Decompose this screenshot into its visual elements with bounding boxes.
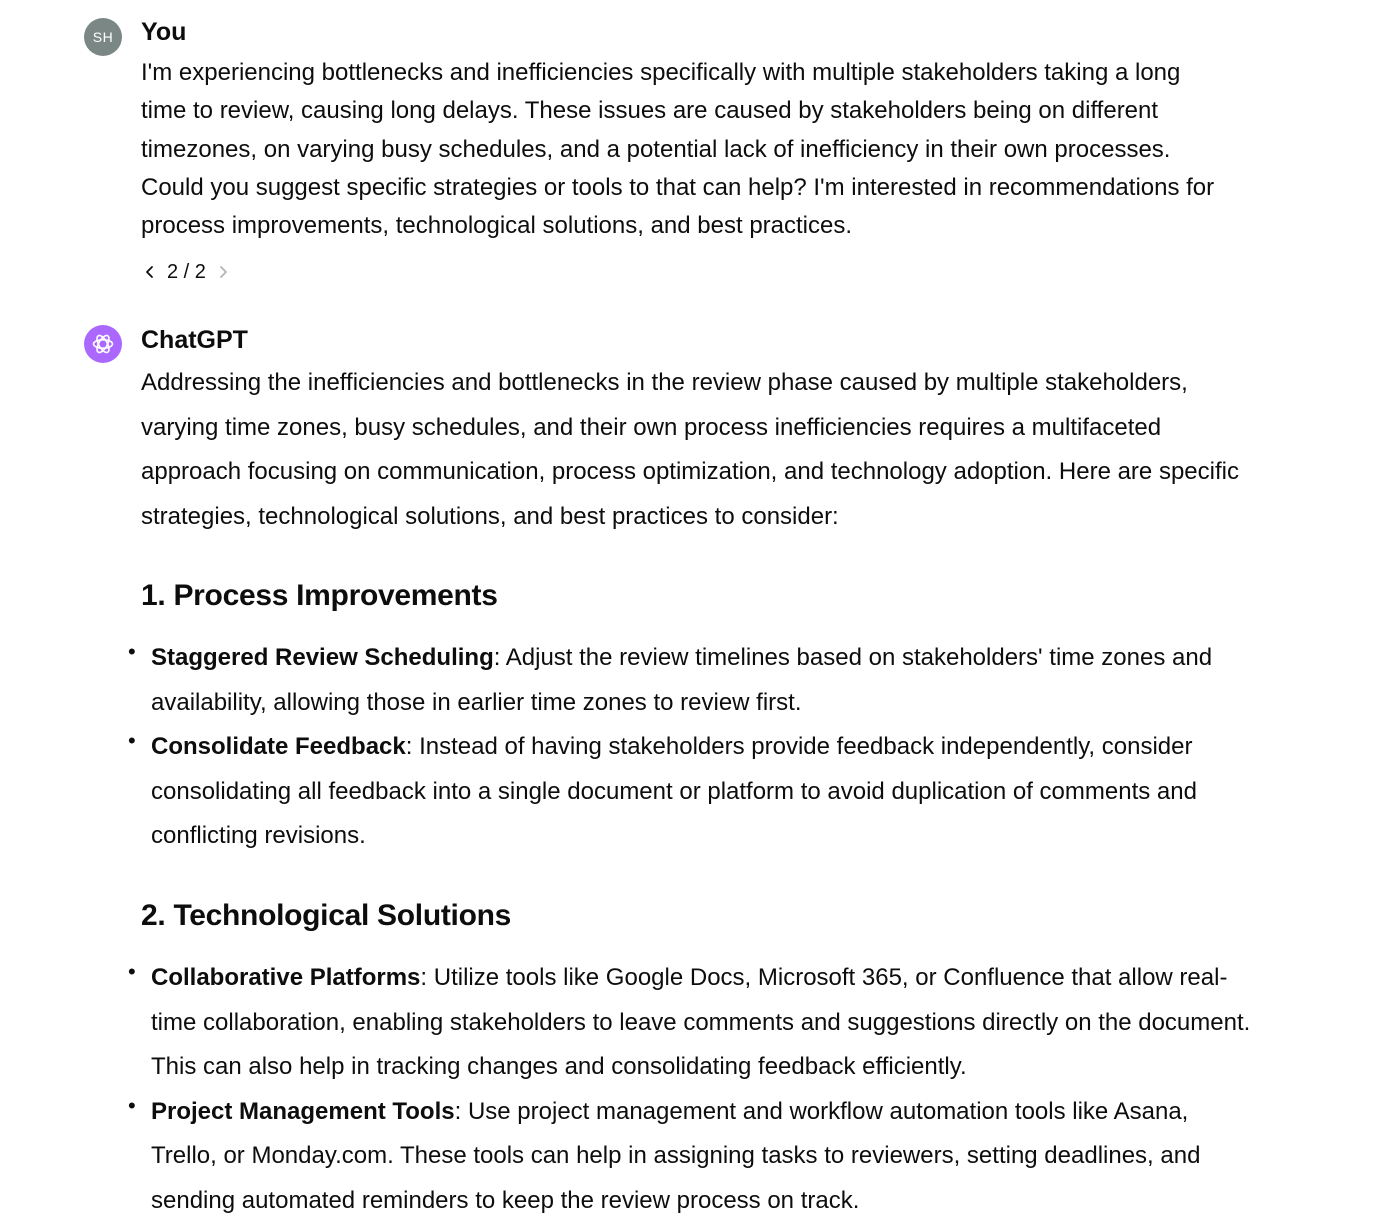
user-author-name: You [141, 18, 187, 46]
user-message-text: I'm experiencing bottlenecks and inefficiencies specifically with multiple stakeholders taking a long time to review, causing long delays. These issues are caused by stakeholders being on different timezones, on varying busy schedules, and a potential lack of inefficiency in their own processes. Could you suggest specific strategies or tools to that can help? I'm interested in recommendations for process improvements, technological solutions, and best practices. [141, 59, 1215, 240]
section-heading: 1. Process Improvements [141, 579, 498, 612]
list-item-text: : Use project management and workflow automation tools like Asana, Trello, or Monday.com. These tools can help in assigning tasks to reviewers, setting deadlines, and sending automated reminders to keep the review process on track. [151, 1097, 1201, 1214]
response-pager [141, 260, 232, 284]
assistant-message-body [141, 361, 1251, 1214]
section-heading: 2. Technological Solutions [141, 899, 512, 932]
list-item [141, 636, 1251, 725]
chevron-left-icon[interactable] [141, 260, 159, 284]
list-item [141, 956, 1251, 1090]
list-item-text: : Adjust the review timelines based on stakeholders' time zones and availability, allowing those in earlier time zones to review first. [151, 644, 1213, 716]
section-list [141, 956, 1251, 1222]
list-item-title: Staggered Review Scheduling [151, 644, 494, 671]
assistant-author-name: ChatGPT [141, 326, 248, 354]
list-item-title: Consolidate Feedback [151, 733, 406, 761]
section-list [141, 636, 1251, 859]
list-item-text: : Utilize tools like Google Docs, Microsoft 365, or Confluence that allow real-time collaboration, enabling stakeholders to leave comments and suggestions directly on the document. This can also help in tracking changes and consolidating feedback efficiently. [151, 964, 1251, 1081]
list-item [141, 1090, 1251, 1222]
user-avatar-initials: SH [92, 29, 114, 45]
list-item [141, 725, 1251, 859]
chevron-right-icon[interactable] [214, 260, 232, 284]
pager-count: 2 / 2 [167, 260, 206, 283]
list-item-title: Project Management Tools [151, 1097, 455, 1125]
user-avatar [84, 18, 122, 56]
list-item-title: Collaborative Platforms [151, 964, 421, 991]
assistant-intro: Addressing the inefficiencies and bottlenecks in the review phase caused by multiple stakeholders, varying time zones, busy schedules, and their own process inefficiencies requires a multifaceted approach focusing on communication, process optimization, and technology adoption. Here are specific strategies, technological solutions, and best practices to consider: [141, 369, 1239, 530]
openai-logo-icon [84, 325, 122, 363]
list-item-text: : Instead of having stakeholders provide feedback independently, consider consolidating all feedback into a single document or platform to avoid duplication of comments and conflicting revisions. [151, 733, 1197, 850]
